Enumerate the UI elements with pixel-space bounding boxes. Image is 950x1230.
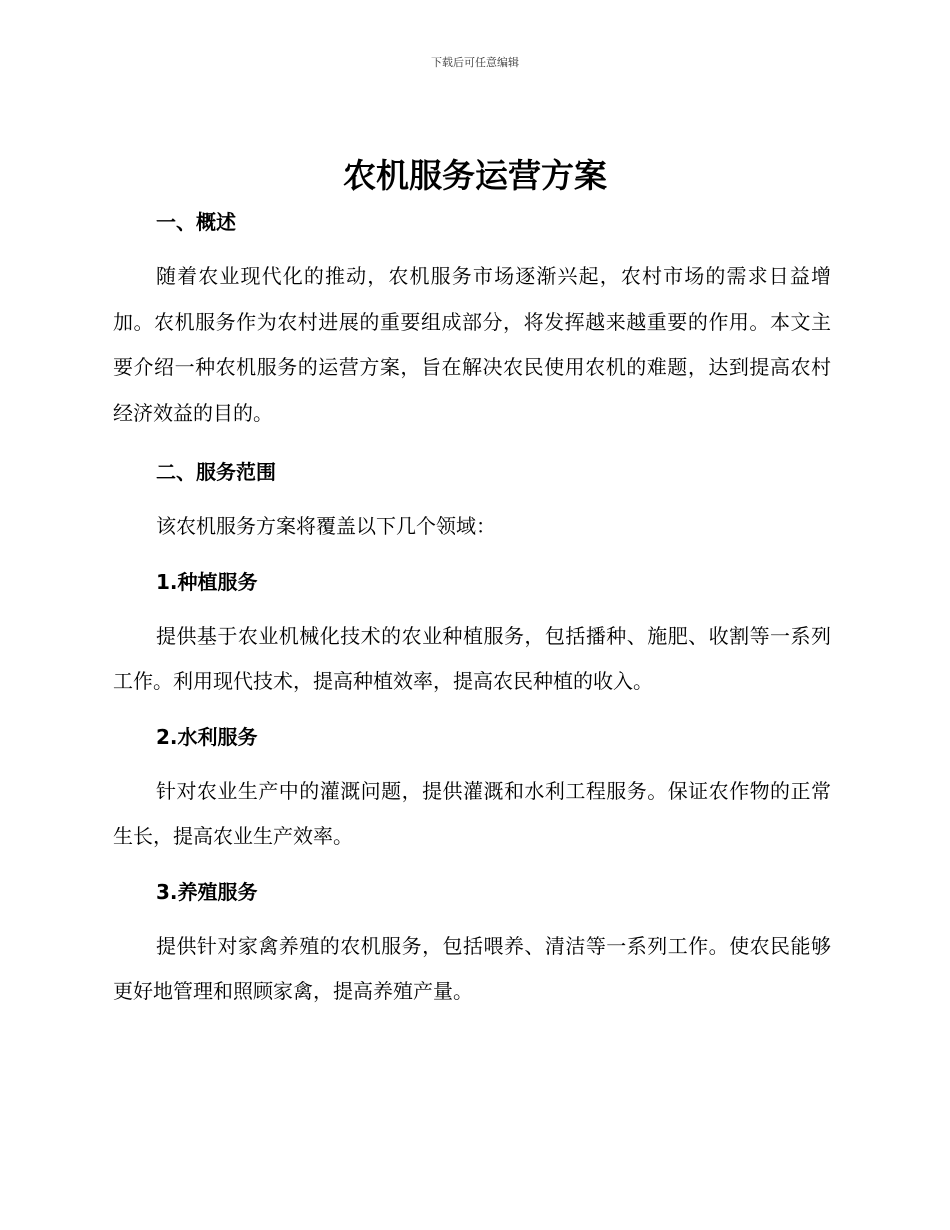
subsection-heading-breeding: 3.养殖服务	[156, 879, 258, 904]
header-note: 下载后可任意编辑	[431, 56, 519, 69]
subsection-heading-planting: 1.种植服务	[156, 569, 258, 594]
paragraph-scope-intro: 该农机服务方案将覆盖以下几个领域：	[156, 514, 496, 538]
subsection-heading-water: 2.水利服务	[156, 724, 258, 749]
document-body	[113, 204, 831, 1015]
paragraph-water: 针对农业生产中的灌溉问题，提供灌溉和水利工程服务。保证农作物的正常生长，提高农业生产效率。	[113, 778, 831, 848]
document-title: 农机服务运营方案	[343, 156, 607, 195]
section-heading-scope: 二、服务范围	[156, 460, 276, 484]
paragraph-breeding: 提供针对家禽养殖的农机服务，包括喂养、清洁等一系列工作。使农民能够更好地管理和照顾家禽，提高养殖产量。	[113, 933, 831, 1003]
section-heading-overview: 一、概述	[156, 210, 236, 234]
paragraph-planting: 提供基于农业机械化技术的农业种植服务，包括播种、施肥、收割等一系列工作。利用现代技术，提高种植效率，提高农民种植的收入。	[113, 623, 831, 693]
paragraph-overview: 随着农业现代化的推动，农机服务市场逐渐兴起，农村市场的需求日益增加。农机服务作为农村进展的重要组成部分，将发挥越来越重要的作用。本文主要介绍一种农机服务的运营方案，旨在解决农民使用农机的难题，达到提高农村经济效益的目的。	[113, 264, 831, 425]
